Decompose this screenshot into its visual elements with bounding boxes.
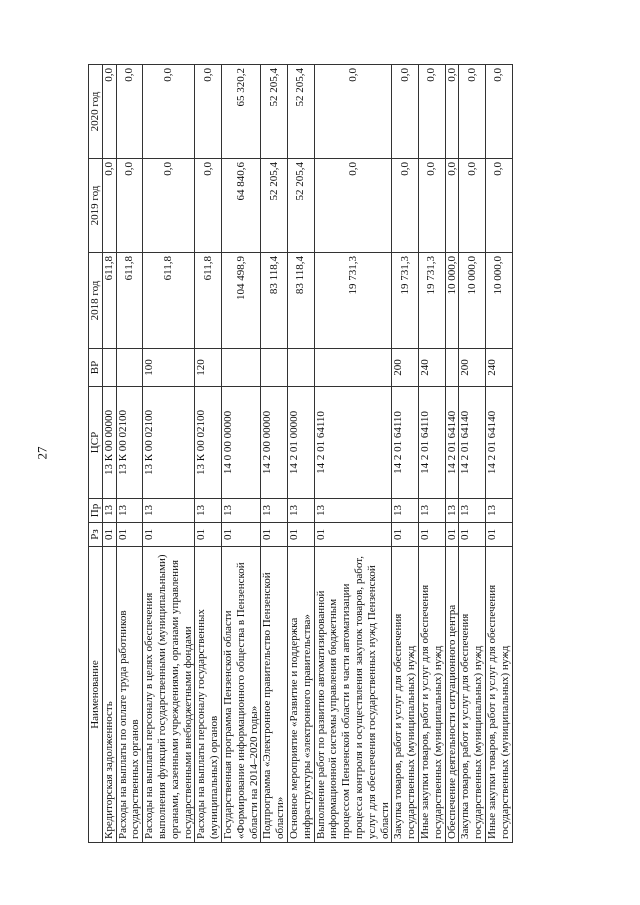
cell-rz: 01 [102,523,116,547]
cell-2019: 52 205,4 [287,159,314,253]
table-header-row [89,65,103,843]
cell-2020: 0,0 [445,65,459,159]
cell-rz: 01 [392,523,419,547]
cell-pr: 13 [221,499,260,523]
table-row [116,65,143,843]
table-row [143,65,195,843]
cell-pr: 13 [102,499,116,523]
cell-vr: 100 [143,349,195,387]
cell-2019: 0,0 [445,159,459,253]
cell-2019: 0,0 [143,159,195,253]
cell-pr: 13 [392,499,419,523]
cell-csr: 14 2 01 64140 [445,387,459,499]
cell-csr: 14 2 01 00000 [287,387,314,499]
cell-rz: 01 [287,523,314,547]
cell-rz: 01 [314,523,392,547]
cell-2020: 0,0 [143,65,195,159]
cell-rz: 01 [221,523,260,547]
header-name: Наименование [89,547,103,843]
cell-vr [314,349,392,387]
cell-name: Закупка товаров, работ и услуг для обеспечения государственных (муниципальных) нужд [392,547,419,843]
cell-rz: 01 [195,523,222,547]
cell-csr: 14 2 01 64110 [314,387,392,499]
cell-2018: 104 498,9 [221,253,260,349]
cell-2019: 52 205,4 [261,159,288,253]
cell-vr: 120 [195,349,222,387]
cell-csr: 13 К 00 02100 [143,387,195,499]
table-row [221,65,260,843]
cell-csr: 14 2 01 64110 [418,387,445,499]
table-row [102,65,116,843]
cell-name: Иные закупки товаров, работ и услуг для обеспечения государственных (муниципальных) нужд [418,547,445,843]
cell-pr: 13 [314,499,392,523]
cell-csr: 13 К 00 00000 [102,387,116,499]
cell-rz: 01 [485,523,512,547]
cell-name: Выполнение работ по развитию автоматизированной информационной системы управления бюджетным процессом Пензенской области в части автоматизации процесса контроля и осуществления закупок товаров, работ, услуг для обеспечения государственных нужд Пензенской области [314,547,392,843]
cell-vr [116,349,143,387]
cell-2019: 0,0 [314,159,392,253]
table-row [485,65,512,843]
budget-table [88,64,513,843]
header-2018: 2018 год [89,253,103,349]
cell-vr: 240 [418,349,445,387]
cell-2018: 611,8 [143,253,195,349]
cell-2018: 83 118,4 [261,253,288,349]
cell-csr: 14 2 01 64110 [392,387,419,499]
cell-vr [221,349,260,387]
cell-2018: 10 000,0 [445,253,459,349]
table-row [418,65,445,843]
cell-name: Расходы на выплаты персоналу в целях обеспечения выполнения функций государственными (муниципальными) органами, казенными учреждениями, органами управления государственными внебюджетными фондами [143,547,195,843]
cell-csr: 13 К 00 02100 [195,387,222,499]
cell-2019: 0,0 [116,159,143,253]
cell-name: Основное мероприятие «Развитие и поддержка инфраструктуры «электронного правительства» [287,547,314,843]
cell-vr [261,349,288,387]
cell-pr: 13 [195,499,222,523]
cell-pr: 13 [143,499,195,523]
cell-2020: 0,0 [116,65,143,159]
cell-pr: 13 [116,499,143,523]
cell-pr: 13 [418,499,445,523]
cell-csr: 13 К 00 02100 [116,387,143,499]
cell-2020: 52 205,4 [261,65,288,159]
cell-2020: 0,0 [459,65,486,159]
cell-name: Государственная программа Пензенской области «Формирование информационного общества в Пензенской области на 2014–2020 годы» [221,547,260,843]
rotated-table-container [88,65,535,843]
cell-2019: 0,0 [102,159,116,253]
cell-vr [287,349,314,387]
cell-rz: 01 [459,523,486,547]
cell-rz: 01 [445,523,459,547]
cell-2020: 65 320,2 [221,65,260,159]
cell-2018: 611,8 [102,253,116,349]
cell-2019: 0,0 [418,159,445,253]
cell-pr: 13 [287,499,314,523]
cell-vr [445,349,459,387]
cell-2020: 0,0 [314,65,392,159]
cell-2018: 611,8 [195,253,222,349]
cell-name: Расходы на выплаты по оплате труда работников государственных органов [116,547,143,843]
table-row [261,65,288,843]
cell-2018: 83 118,4 [287,253,314,349]
cell-name: Кредиторская задолженность [102,547,116,843]
cell-2020: 0,0 [195,65,222,159]
cell-2019: 64 840,6 [221,159,260,253]
header-rz: Рз [89,523,103,547]
cell-2018: 10 000,0 [485,253,512,349]
cell-name: Расходы на выплаты персоналу государственных (муниципальных) органов [195,547,222,843]
cell-2018: 10 000,0 [459,253,486,349]
cell-2018: 19 731,3 [314,253,392,349]
cell-2018: 611,8 [116,253,143,349]
header-pr: Пр [89,499,103,523]
header-vr: ВР [89,349,103,387]
cell-rz: 01 [116,523,143,547]
cell-csr: 14 2 00 00000 [261,387,288,499]
cell-2019: 0,0 [195,159,222,253]
cell-rz: 01 [143,523,195,547]
cell-pr: 13 [459,499,486,523]
cell-rz: 01 [418,523,445,547]
cell-name: Иные закупки товаров, работ и услуг для обеспечения государственных (муниципальных) нужд [485,547,512,843]
cell-vr [102,349,116,387]
cell-name: Подпрограмма «Электронное правительство Пензенской области» [261,547,288,843]
cell-2020: 0,0 [418,65,445,159]
cell-csr: 14 2 01 64140 [459,387,486,499]
cell-pr: 13 [485,499,512,523]
cell-name: Закупка товаров, работ и услуг для обеспечения государственных (муниципальных) нужд [459,547,486,843]
table-row [392,65,419,843]
cell-2020: 0,0 [485,65,512,159]
cell-2020: 0,0 [102,65,116,159]
header-2020: 2020 год [89,65,103,159]
cell-2020: 0,0 [392,65,419,159]
cell-2018: 19 731,3 [392,253,419,349]
cell-vr: 200 [459,349,486,387]
cell-2018: 19 731,3 [418,253,445,349]
cell-csr: 14 0 00 00000 [221,387,260,499]
header-2019: 2019 год [89,159,103,253]
table-row [314,65,392,843]
cell-pr: 13 [261,499,288,523]
table-row [287,65,314,843]
page-number: 27 [34,446,50,460]
header-csr: ЦСР [89,387,103,499]
cell-csr: 14 2 01 64140 [485,387,512,499]
cell-name: Обеспечение деятельности ситуационного центра [445,547,459,843]
cell-vr: 200 [392,349,419,387]
cell-2019: 0,0 [392,159,419,253]
table-row [195,65,222,843]
cell-2019: 0,0 [485,159,512,253]
table-row [459,65,486,843]
table-row [445,65,459,843]
cell-2019: 0,0 [459,159,486,253]
cell-rz: 01 [261,523,288,547]
cell-2020: 52 205,4 [287,65,314,159]
cell-pr: 13 [445,499,459,523]
cell-vr: 240 [485,349,512,387]
